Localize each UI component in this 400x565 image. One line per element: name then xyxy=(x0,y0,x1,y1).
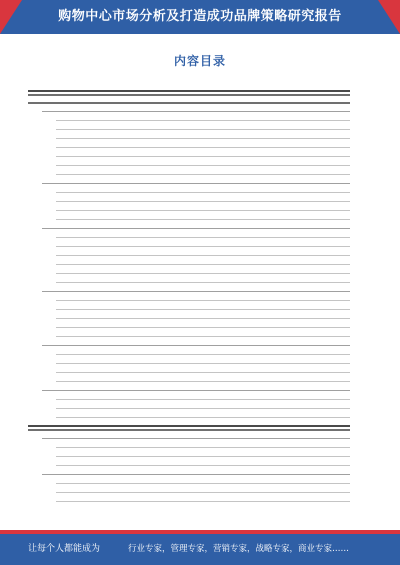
toc-entry-placeholder[interactable] xyxy=(56,273,350,274)
toc-heading: 内容目录 xyxy=(173,54,226,68)
toc-entry-placeholder[interactable] xyxy=(56,501,350,502)
footer-slogan: 让每个人都能成为 xyxy=(28,544,101,554)
toc-entry-placeholder[interactable] xyxy=(42,345,350,346)
table-of-contents xyxy=(28,84,350,514)
header-banner xyxy=(0,0,400,34)
toc-entry-placeholder[interactable] xyxy=(56,318,350,319)
toc-entry-placeholder[interactable] xyxy=(56,447,350,448)
toc-entry-placeholder[interactable] xyxy=(42,111,350,112)
report-title: 购物中心市场分析及打造成功品牌策略研究报告 xyxy=(58,9,342,24)
toc-entry-placeholder[interactable] xyxy=(56,264,350,265)
toc-entry-placeholder[interactable] xyxy=(56,456,350,457)
toc-entry-placeholder[interactable] xyxy=(56,372,350,373)
toc-entry-placeholder[interactable] xyxy=(56,210,350,211)
toc-entry-placeholder[interactable] xyxy=(42,291,350,292)
toc-entry-placeholder[interactable] xyxy=(56,165,350,166)
toc-entry-placeholder[interactable] xyxy=(28,102,350,104)
toc-entry-placeholder[interactable] xyxy=(56,408,350,409)
toc-entry-placeholder[interactable] xyxy=(56,129,350,130)
toc-entry-placeholder[interactable] xyxy=(56,336,350,337)
toc-rule xyxy=(28,425,350,427)
toc-entry-placeholder[interactable] xyxy=(56,174,350,175)
toc-entry-placeholder[interactable] xyxy=(56,246,350,247)
toc-entry-placeholder[interactable] xyxy=(56,120,350,121)
toc-entry-placeholder[interactable] xyxy=(56,465,350,466)
footer-expert-list: 行业专家，管理专家，营销专家，战略专家，商业专家…… xyxy=(128,544,350,554)
toc-entry-placeholder[interactable] xyxy=(56,192,350,193)
toc-entry-placeholder[interactable] xyxy=(42,438,350,439)
toc-entry-placeholder[interactable] xyxy=(56,492,350,493)
toc-entry-placeholder[interactable] xyxy=(56,219,350,220)
toc-entry-placeholder[interactable] xyxy=(42,474,350,475)
toc-rule xyxy=(28,90,350,92)
toc-entry-placeholder[interactable] xyxy=(56,237,350,238)
toc-entry-placeholder[interactable] xyxy=(56,201,350,202)
toc-entry-placeholder[interactable] xyxy=(28,94,350,96)
toc-entry-placeholder[interactable] xyxy=(56,282,350,283)
toc-entry-placeholder[interactable] xyxy=(56,138,350,139)
toc-entry-placeholder[interactable] xyxy=(56,417,350,418)
toc-entry-placeholder[interactable] xyxy=(56,483,350,484)
toc-entry-placeholder[interactable] xyxy=(56,363,350,364)
toc-entry-placeholder[interactable] xyxy=(56,255,350,256)
footer-banner xyxy=(0,534,400,565)
toc-entry-placeholder[interactable] xyxy=(56,309,350,310)
toc-entry-placeholder[interactable] xyxy=(42,228,350,229)
toc-entry-placeholder[interactable] xyxy=(42,390,350,391)
toc-entry-placeholder[interactable] xyxy=(56,300,350,301)
toc-entry-placeholder[interactable] xyxy=(56,399,350,400)
toc-entry-placeholder[interactable] xyxy=(56,354,350,355)
toc-entry-placeholder[interactable] xyxy=(28,429,350,431)
toc-entry-placeholder[interactable] xyxy=(56,327,350,328)
toc-entry-placeholder[interactable] xyxy=(42,183,350,184)
toc-entry-placeholder[interactable] xyxy=(56,381,350,382)
toc-entry-placeholder[interactable] xyxy=(56,147,350,148)
toc-entry-placeholder[interactable] xyxy=(56,156,350,157)
